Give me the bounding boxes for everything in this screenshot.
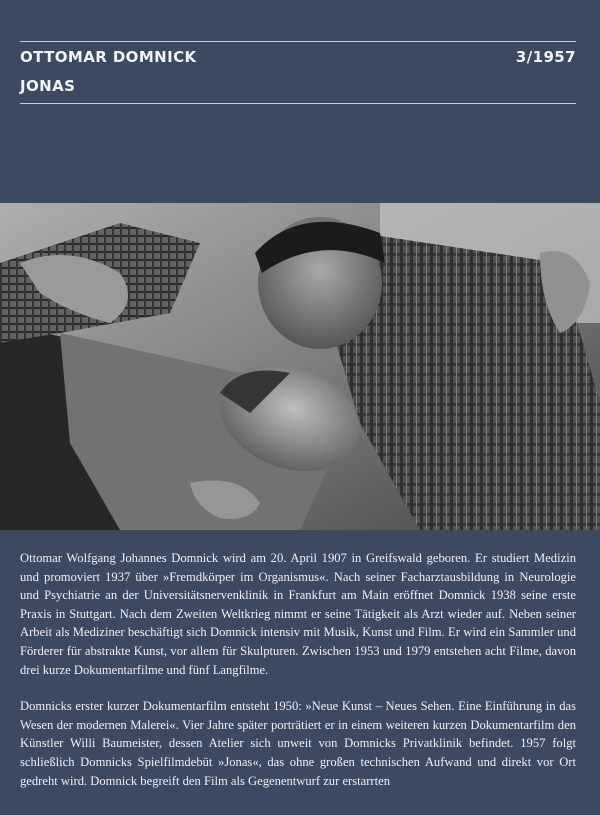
paragraph-1: Ottomar Wolfgang Johannes Domnick wird am 20. April 1907 in Greifswald geboren. Er studiert Medizin und promoviert 1937 über »Fremdkörper im Organismus«. Nach seiner Facharztausbildung in Neurologie und Psychiatrie an der Universitätsnervenklinik in Frankfurt am Main eröffnet Domnick 1938 seine erste Praxis in Stuttgart. Nach dem Zweiten Weltkrieg nimmt er seine Tätigkeit als Arzt wieder auf. Neben seiner Arbeit als Mediziner beschäftigt sich Domnick intensiv mit Musik, Kunst und Film. Er wird ein Sammler und Förderer für abstrakte Kunst, vor allem für Skulpturen. Zwischen 1953 und 1979 entstehen acht Filme, davon drei kurze Dokumentarfilme und fünf Langfilme. bbox=[20, 551, 576, 677]
issue-number: 3/1957 bbox=[515, 48, 576, 66]
bottom-rule bbox=[20, 103, 576, 104]
body-text bbox=[20, 549, 576, 808]
top-rule bbox=[20, 41, 576, 42]
film-still-illustration bbox=[0, 203, 600, 530]
director-name: OTTOMAR DOMNICK bbox=[20, 48, 197, 66]
paragraph-2: Domnicks erster kurzer Dokumentarfilm entsteht 1950: »Neue Kunst – Neues Sehen. Eine Einführung in das Wesen der modernen Malerei«. Vier Jahre später porträtiert er in einem weiteren kurzen Dokumentarfilm den Künstler Willi Baumeister, dessen Atelier sich unweit von Domnicks Privatklinik befindet. 1957 folgt schließlich Domnicks Spielfilmdebüt »Jonas«, das ohne großen technischen Aufwand und direkt vor Ort gedreht wird. Domnick begreift den Film als Gegenentwurf zur erstarrten bbox=[20, 699, 576, 788]
film-still-photo bbox=[0, 203, 600, 530]
film-title: JONAS bbox=[20, 77, 76, 95]
